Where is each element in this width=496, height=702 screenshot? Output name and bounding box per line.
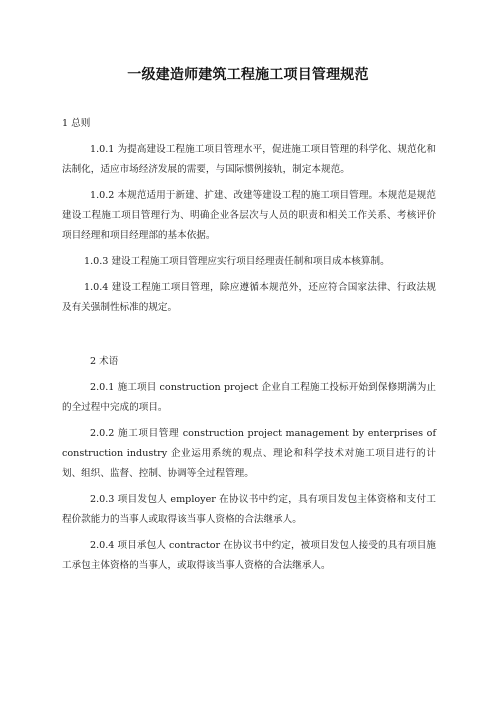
term-2-0-2: 2.0.2 施工项目管理 construction project management by enterprises of construction industry 企业运用系统的观点、理论和科学技术对施工项目进行的计划、组织、监督、控制、协调等全过程管理。 [62,428,436,479]
term-2-0-1: 2.0.1 施工项目 construction project 企业自工程施工投标开始到保修期满为止的全过程中完成的项目。 [62,382,436,413]
term-2-0-3: 2.0.3 项目发包人 employer 在协议书中约定，具有项目发包主体资格和支付工程价款能力的当事人或取得该当事人资格的合法继承人。 [62,494,436,525]
document-title: 一级建造师建筑工程施工项目管理规范 [127,67,369,83]
clause-1-0-2: 1.0.2 本规范适用于新建、扩建、改建等建设工程的施工项目管理。本规范是规范建设工程施工项目管理行为、明确企业各层次与人员的职责和相关工作关系、考核评价项目经理和项目经理部的基本依据。 [62,190,436,241]
clause-1-0-1: 1.0.1 为提高建设工程施工项目管理水平，促进施工项目管理的科学化、规范化和法制化，适应市场经济发展的需要，与国际惯例接轨，制定本规范。 [62,144,436,175]
section-heading-terms: 2 术语 [90,356,119,367]
clause-1-0-4: 1.0.4 建设工程施工项目管理，除应遵循本规范外，还应符合国家法律、行政法规及有关强制性标准的规定。 [62,282,436,313]
clause-1-0-3: 1.0.3 建设工程施工项目管理应实行项目经理责任制和项目成本核算制。 [84,256,390,267]
document-body [62,114,436,576]
section-heading-general: 1 总则 [62,118,91,129]
term-2-0-4: 2.0.4 项目承包人 contractor 在协议书中约定，被项目发包人接受的具有项目施工承包主体资格的当事人，或取得该当事人资格的合法继承人。 [62,540,436,571]
